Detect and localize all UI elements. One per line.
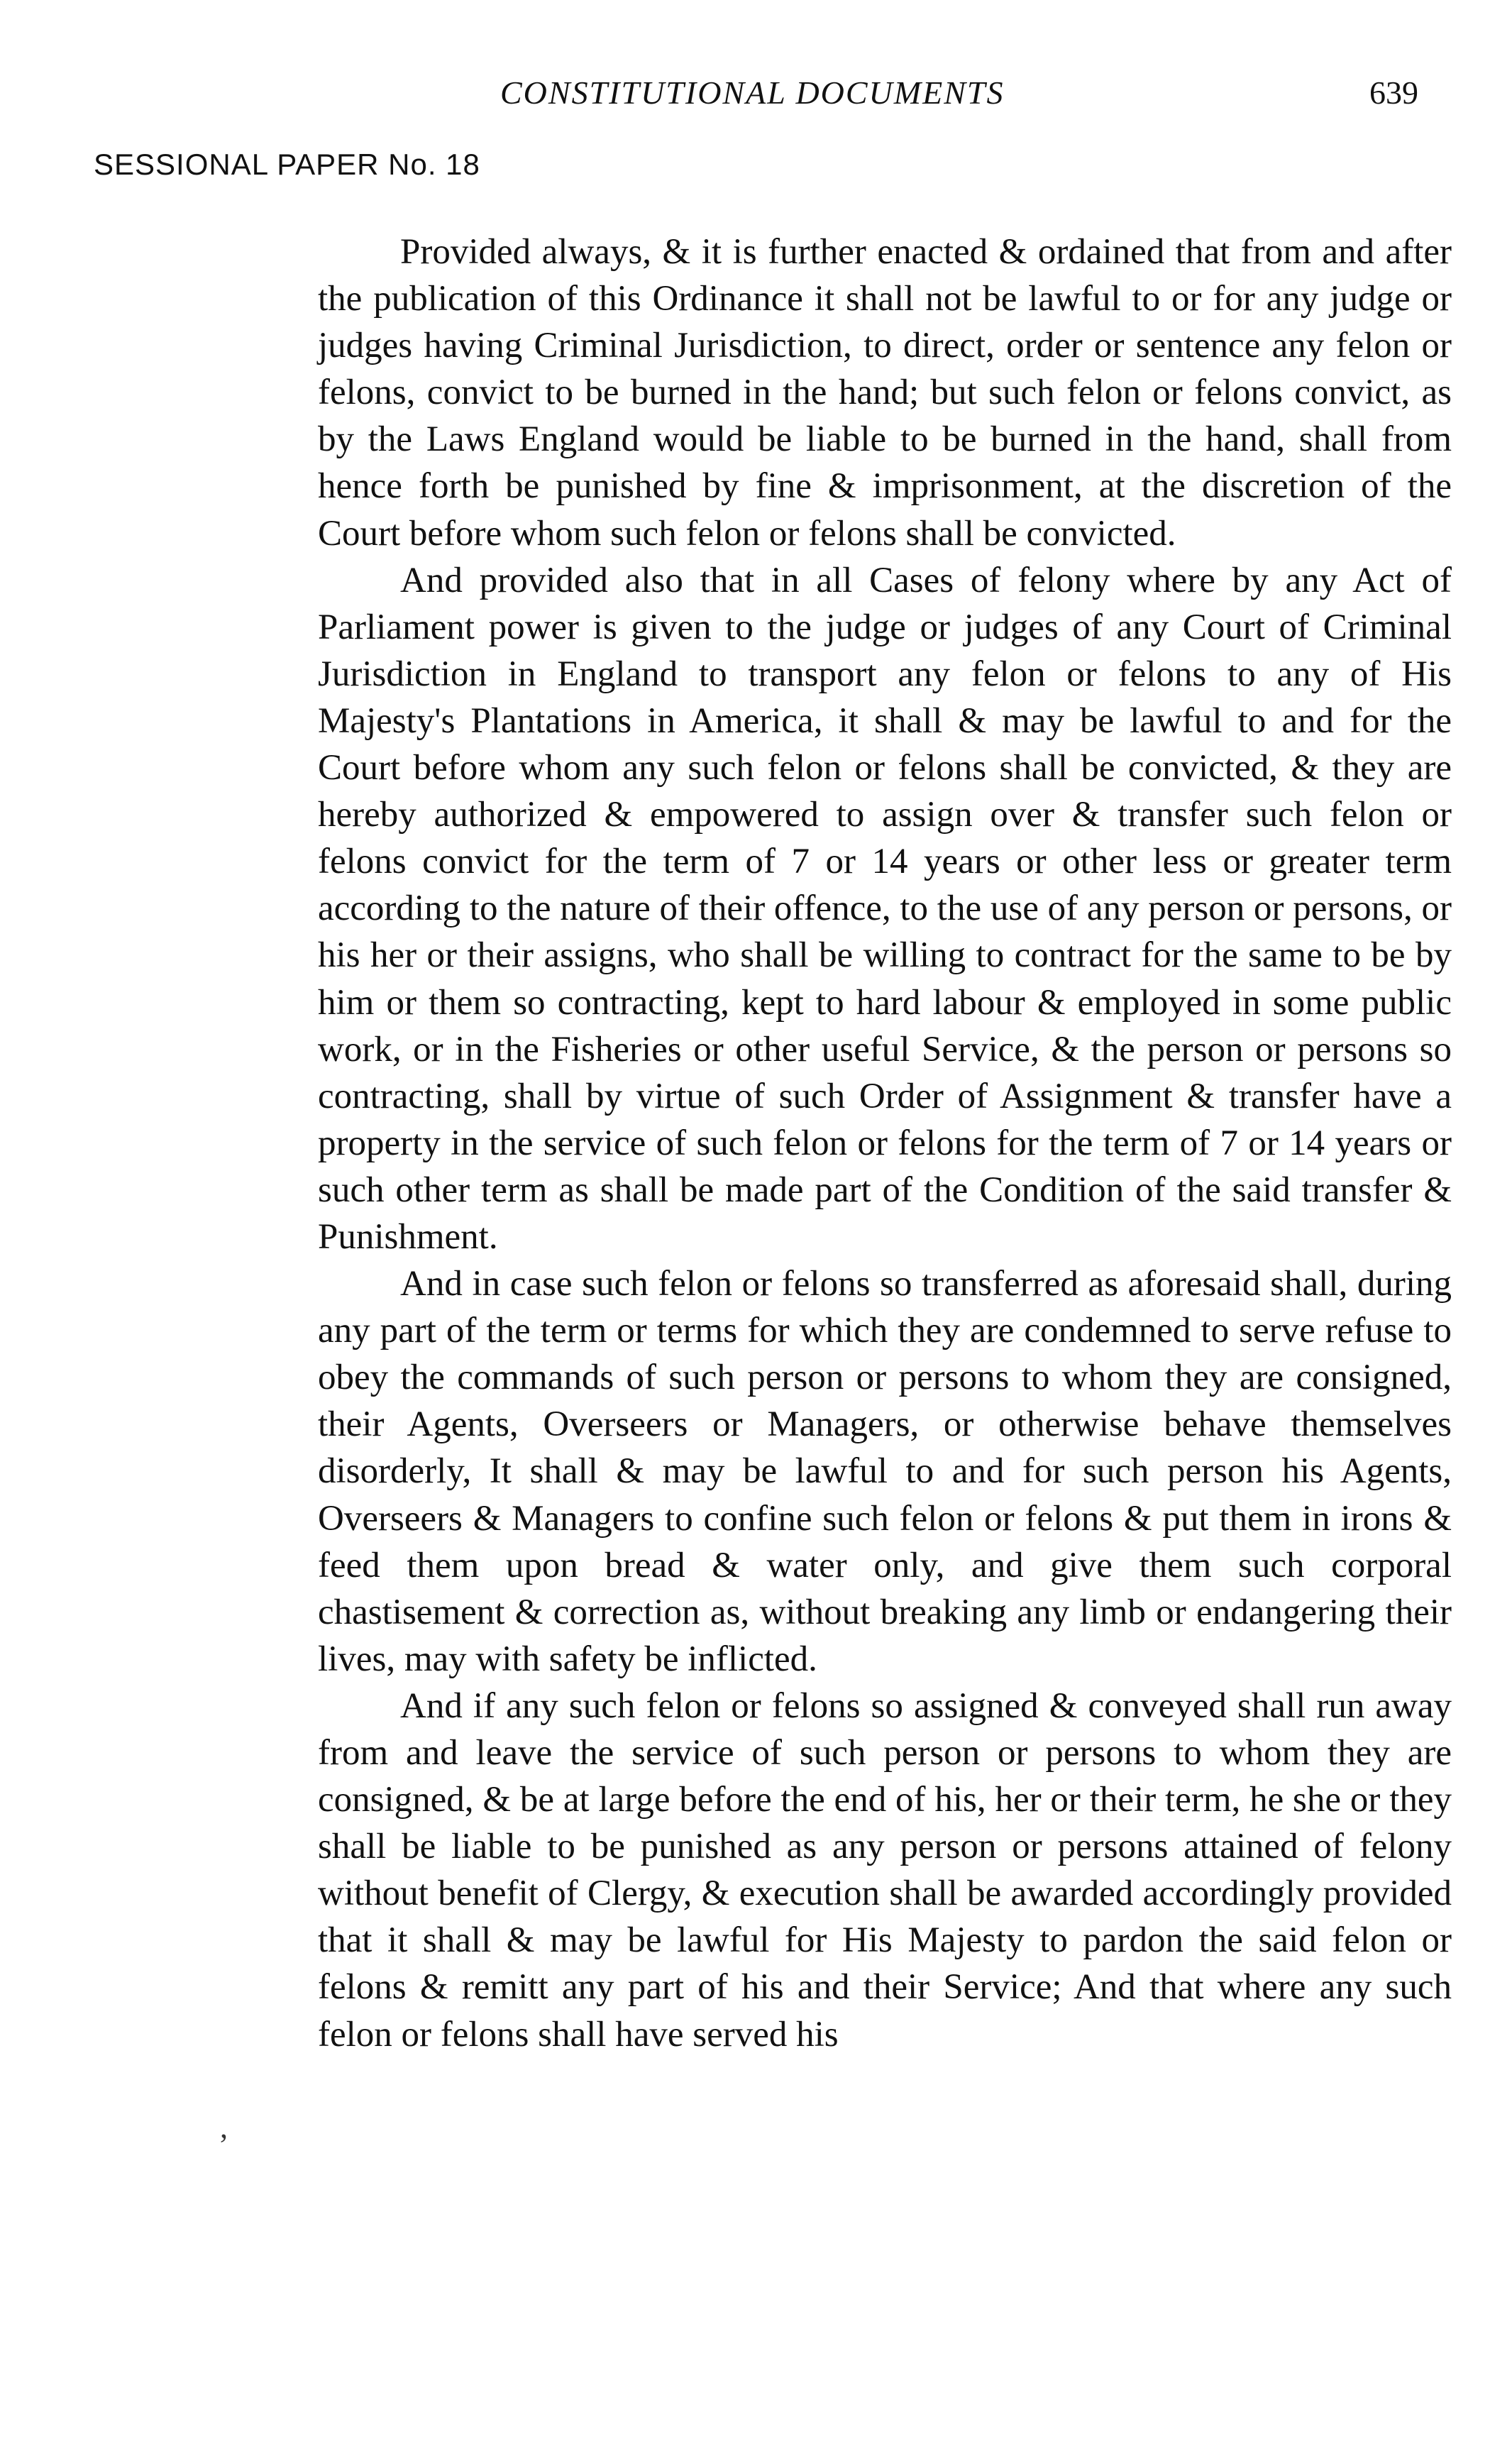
page-number: 639 <box>1369 75 1418 111</box>
body-text <box>318 229 1452 2058</box>
running-title: CONSTITUTIONAL DOCUMENTS <box>500 75 1005 111</box>
margin-mark: , <box>220 2110 228 2145</box>
paragraph: And in case such felon or felons so transferred as aforesaid shall, during any part of the term or terms for which they are condemned to serve refuse to obey the commands of such person or persons to whom they are consigned, their Agents, Overseers or Managers, or otherwise behave themselves disorderly, It shall & may be lawful to and for such person his Agents, Overseers & Managers to confine such felon or felons & put them in irons & feed them upon bread & water only, and give them such corporal chastisement & correction as, without breaking any limb or endangering their lives, may with safety be inflicted. <box>318 1264 1452 1679</box>
paragraph: Provided always, & it is further enacted & ordained that from and after the publication of this Ordinance it shall not be lawful to or for any judge or judges having Criminal Jurisdiction, to direct, order or sentence any felon or felons, convict to be burned in the hand; but such felon or felons convict, as by the Laws England would be liable to be burned in the hand, shall from hence forth be punished by fine & imprisonment, at the discretion of the Court before whom such felon or felons shall be convicted. <box>318 232 1452 554</box>
sessional-paper-label: SESSIONAL PAPER No. 18 <box>94 148 480 181</box>
paragraph: And if any such felon or felons so assigned & conveyed shall run away from and leave the service of such person or persons to whom they are consigned, & be at large before the end of his, her or their term, he she or they shall be liable to be punished as any person or persons attained of felony without benefit of Clergy, & execution shall be awarded accordingly provided that it shall & may be lawful for His Majesty to pardon the said felon or felons & remitt any part of his and their Service; And that where any such felon or felons shall have served his <box>318 1685 1452 2054</box>
paragraph: And provided also that in all Cases of felony where by any Act of Parliament power is given to the judge or judges of any Court of Criminal Jurisdiction in England to transport any felon or felons to any of His Majesty's Plantations in America, it shall & may be lawful to and for the Court before whom any such felon or felons shall be convicted, & they are hereby authorized & empowered to assign over & transfer such felon or felons convict for the term of 7 or 14 years or other less or greater term according to the nature of their offence, to the use of any person or persons, or his her or their assigns, who shall be willing to contract for the same to be by him or them so contracting, kept to hard labour & employed in some public work, or in the Fisheries or other useful Service, & the person or persons so contracting, shall by virtue of such Order of Assignment & transfer have a property in the service of such felon or felons for the term of 7 or 14 years or such other term as shall be made part of the Condition of the said transfer & Punishment. <box>318 560 1452 1257</box>
